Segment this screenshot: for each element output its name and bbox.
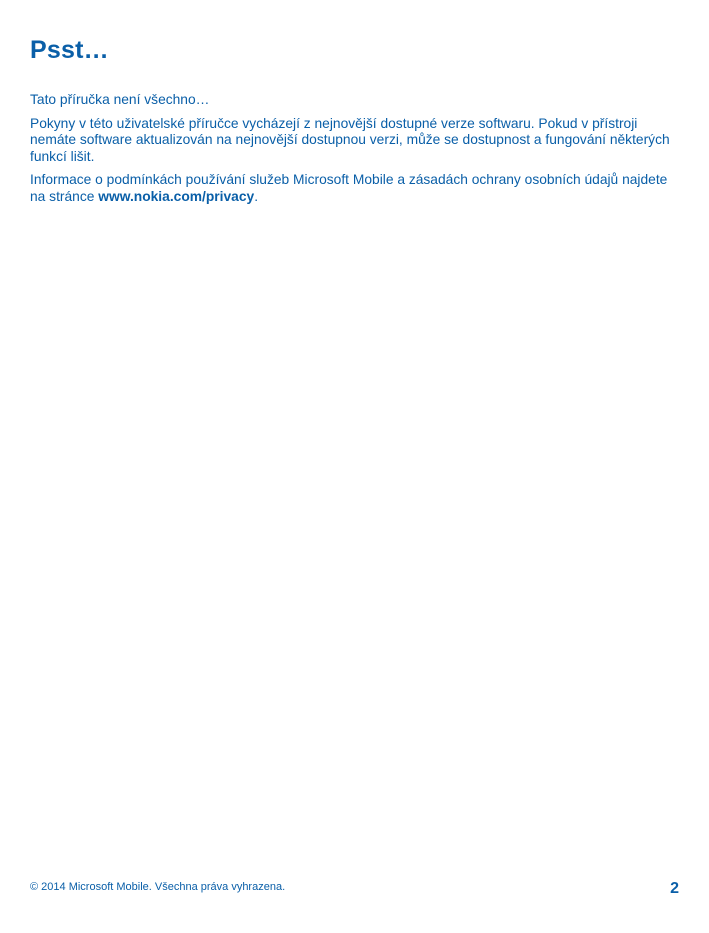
privacy-paragraph xyxy=(30,172,682,205)
page-number: 2 xyxy=(670,880,679,897)
privacy-text: Informace o podmínkách používání služeb Microsoft Mobile a zásadách ochrany osobních údajů najdete na stránce xyxy=(30,172,668,204)
privacy-text-end: . xyxy=(254,188,259,204)
privacy-link[interactable]: www.nokia.com/privacy xyxy=(98,188,255,204)
intro-paragraph: Tato příručka není všechno… xyxy=(30,92,210,107)
page-content xyxy=(30,92,682,213)
footer-copyright: © 2014 Microsoft Mobile. Všechna práva vyhrazena. xyxy=(30,881,286,893)
page-title: Psst… xyxy=(30,36,109,64)
software-version-paragraph: Pokyny v této uživatelské příručce vycházejí z nejnovější dostupné verze softwaru. Pokud v přístroji nemáte software aktualizován na nejnovější dostupnou verzi, může se dostupnost a fungování některých funkcí lišit. xyxy=(30,115,670,164)
